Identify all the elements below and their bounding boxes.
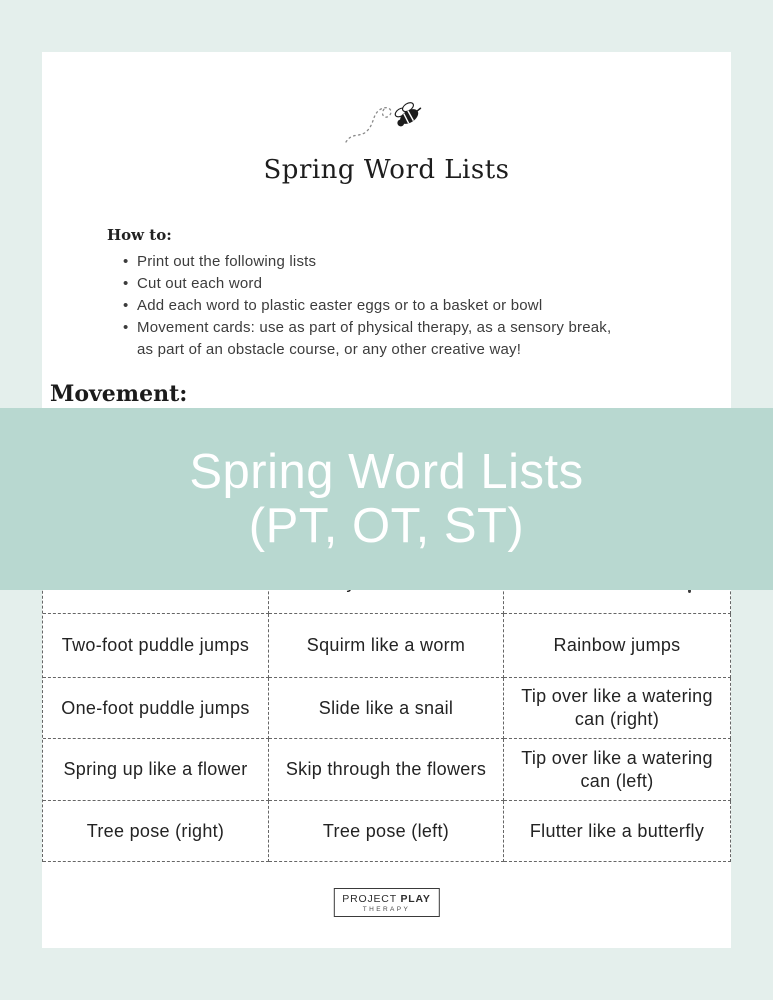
table-cell: Tree pose (right) (43, 801, 269, 862)
how-to-section (107, 226, 627, 361)
bee-icon (338, 94, 434, 150)
table-cell: Tree pose (left) (269, 801, 504, 862)
table-cell: Tip over like a watering can (right) (504, 678, 731, 739)
how-to-bullet: • Cut out each word (123, 273, 613, 295)
movement-heading: Movement: (50, 381, 188, 407)
logo-text-therapy: THERAPY (362, 906, 411, 913)
table-cell: Spring up like a flower (43, 739, 269, 801)
how-to-heading: How to: (107, 226, 172, 244)
movement-cards-table (42, 551, 730, 862)
table-cell: Tip over like a watering can (left) (504, 739, 731, 801)
banner-title-line1: Spring Word Lists (189, 445, 584, 499)
how-to-bullet: • Movement cards: use as part of physical therapy, as a sensory break, as part of an obstacle course, or any other creative way! (123, 317, 613, 361)
preview-overlay-banner (0, 408, 773, 590)
how-to-bullet: • Print out the following lists (123, 251, 613, 273)
page-title: Spring Word Lists (263, 155, 510, 185)
banner-title-line2: (PT, OT, ST) (248, 499, 525, 553)
table-cell: Flutter like a butterfly (504, 801, 731, 862)
logo-line1 (342, 893, 430, 905)
table-cell: Slide like a snail (269, 678, 504, 739)
table-cell: One-foot puddle jumps (43, 678, 269, 739)
how-to-bullet: • Add each word to plastic easter eggs or to a basket or bowl (123, 295, 613, 317)
table-cell: Two-foot puddle jumps (43, 614, 269, 678)
table-cell: Skip through the flowers (269, 739, 504, 801)
logo-text-play: PLAY (400, 893, 431, 905)
table-cell: Squirm like a worm (269, 614, 504, 678)
project-play-therapy-logo (333, 888, 439, 917)
table-cell: Rainbow jumps (504, 614, 731, 678)
how-to-list (123, 251, 613, 361)
logo-text-project: PROJECT (342, 893, 397, 905)
